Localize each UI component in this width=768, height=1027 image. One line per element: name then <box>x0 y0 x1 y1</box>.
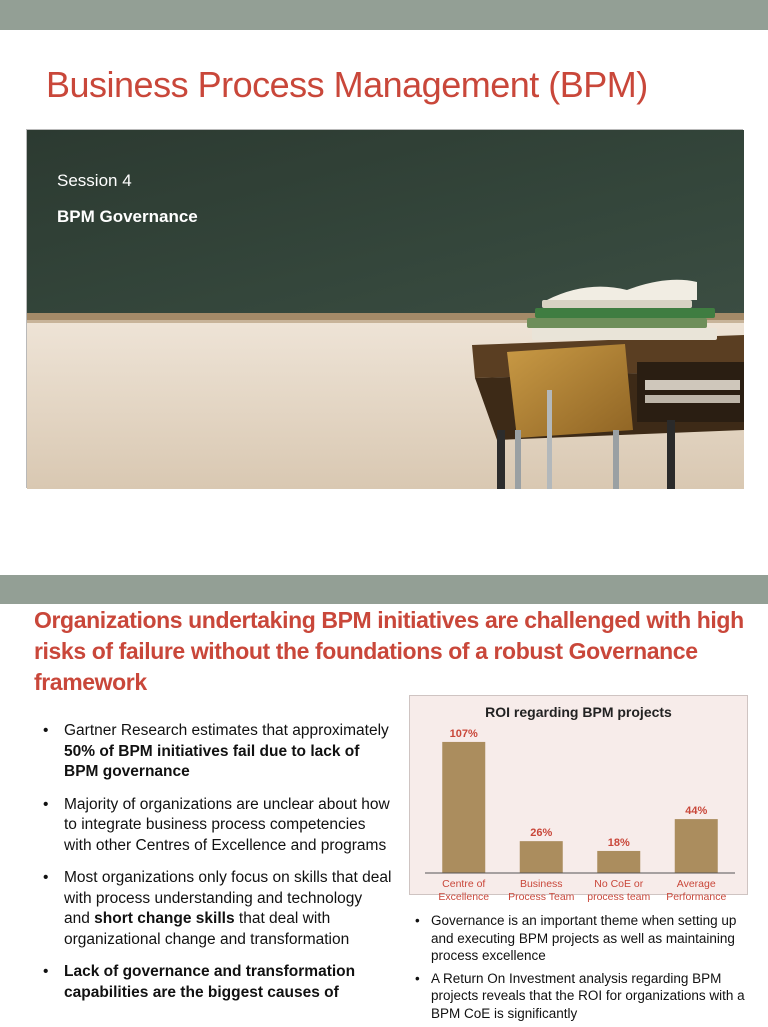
bullet-icon: • <box>43 722 49 739</box>
bullet-icon: • <box>43 795 49 813</box>
bullet-text: that deal with organizational change and transformation <box>64 910 350 948</box>
bullet-item <box>42 868 392 950</box>
chart-category-label: Excellence <box>438 891 490 903</box>
chart-category-label: Process Team <box>508 891 575 903</box>
bullet-text: Most organizations only focus on skills that deal with process understanding and technology and <box>64 869 392 927</box>
chart-category-label: No CoE or <box>594 878 644 890</box>
chart-category-label: Centre of <box>442 878 486 890</box>
session-topic: BPM Governance <box>57 207 198 226</box>
side-bullet-text: A Return On Investment analysis regarding BPM projects reveals that the ROI for organizations with a BPM CoE is significantly <box>431 970 745 1021</box>
chart-data-label: 107% <box>449 727 478 740</box>
slide-top-bar <box>0 575 768 604</box>
bullet-text: Gartner Research estimates that approximately <box>64 722 389 739</box>
chart-category-label: process team <box>587 891 651 903</box>
bullet-item <box>42 962 392 1003</box>
classroom-illustration <box>27 130 744 489</box>
chart-data-label: 44% <box>685 805 708 818</box>
session-label: Session 4 <box>57 171 132 190</box>
bullet-icon: • <box>43 869 49 886</box>
chart-data-label: 18% <box>607 836 630 849</box>
side-bullet-text: Governance is an important theme when setting up and executing BPM projects as well as maintaining process excellence <box>431 913 737 963</box>
chart-plot <box>410 696 749 903</box>
chart-bar <box>597 851 640 873</box>
roi-chart <box>409 695 748 903</box>
side-bullet-item <box>413 912 753 965</box>
chart-bar <box>520 841 563 873</box>
bullet-text: Majority of organizations are unclear about how to integrate business process competencies with other Centres of Excellence and programs <box>64 795 390 854</box>
chart-title: ROI regarding BPM projects <box>485 704 672 720</box>
chart-data-label: 26% <box>530 827 553 840</box>
bullet-emphasis: Lack of governance and transformation capabilities are the biggest causes of <box>64 963 356 1001</box>
content-slide <box>0 575 768 1024</box>
slide-title: Business Process Management (BPM) <box>46 64 648 105</box>
classroom-image <box>26 129 743 488</box>
side-bullet-item <box>413 970 753 1023</box>
slide-top-bar <box>0 0 768 30</box>
chart-category-label: Average <box>676 878 716 890</box>
chart-category-label: Performance <box>666 891 727 903</box>
bullet-icon: • <box>415 913 420 928</box>
slide-heading: Organizations undertaking BPM initiatives are challenged with high risks of failure without the foundations of a robust Governance framework <box>34 607 744 695</box>
bullet-icon: • <box>415 970 420 986</box>
bullet-item <box>42 795 392 857</box>
chart-bar <box>442 742 485 873</box>
side-bullet-list <box>413 912 753 1027</box>
bullet-emphasis: short change skills <box>94 910 235 927</box>
bullet-icon: • <box>43 963 49 980</box>
chart-bar <box>675 819 718 873</box>
chart-category-label: Business <box>519 878 563 890</box>
bullet-item <box>42 721 392 783</box>
bullet-list <box>42 721 392 1015</box>
bullet-emphasis: 50% of BPM initiatives fail due to lack of BPM governance <box>64 742 360 780</box>
